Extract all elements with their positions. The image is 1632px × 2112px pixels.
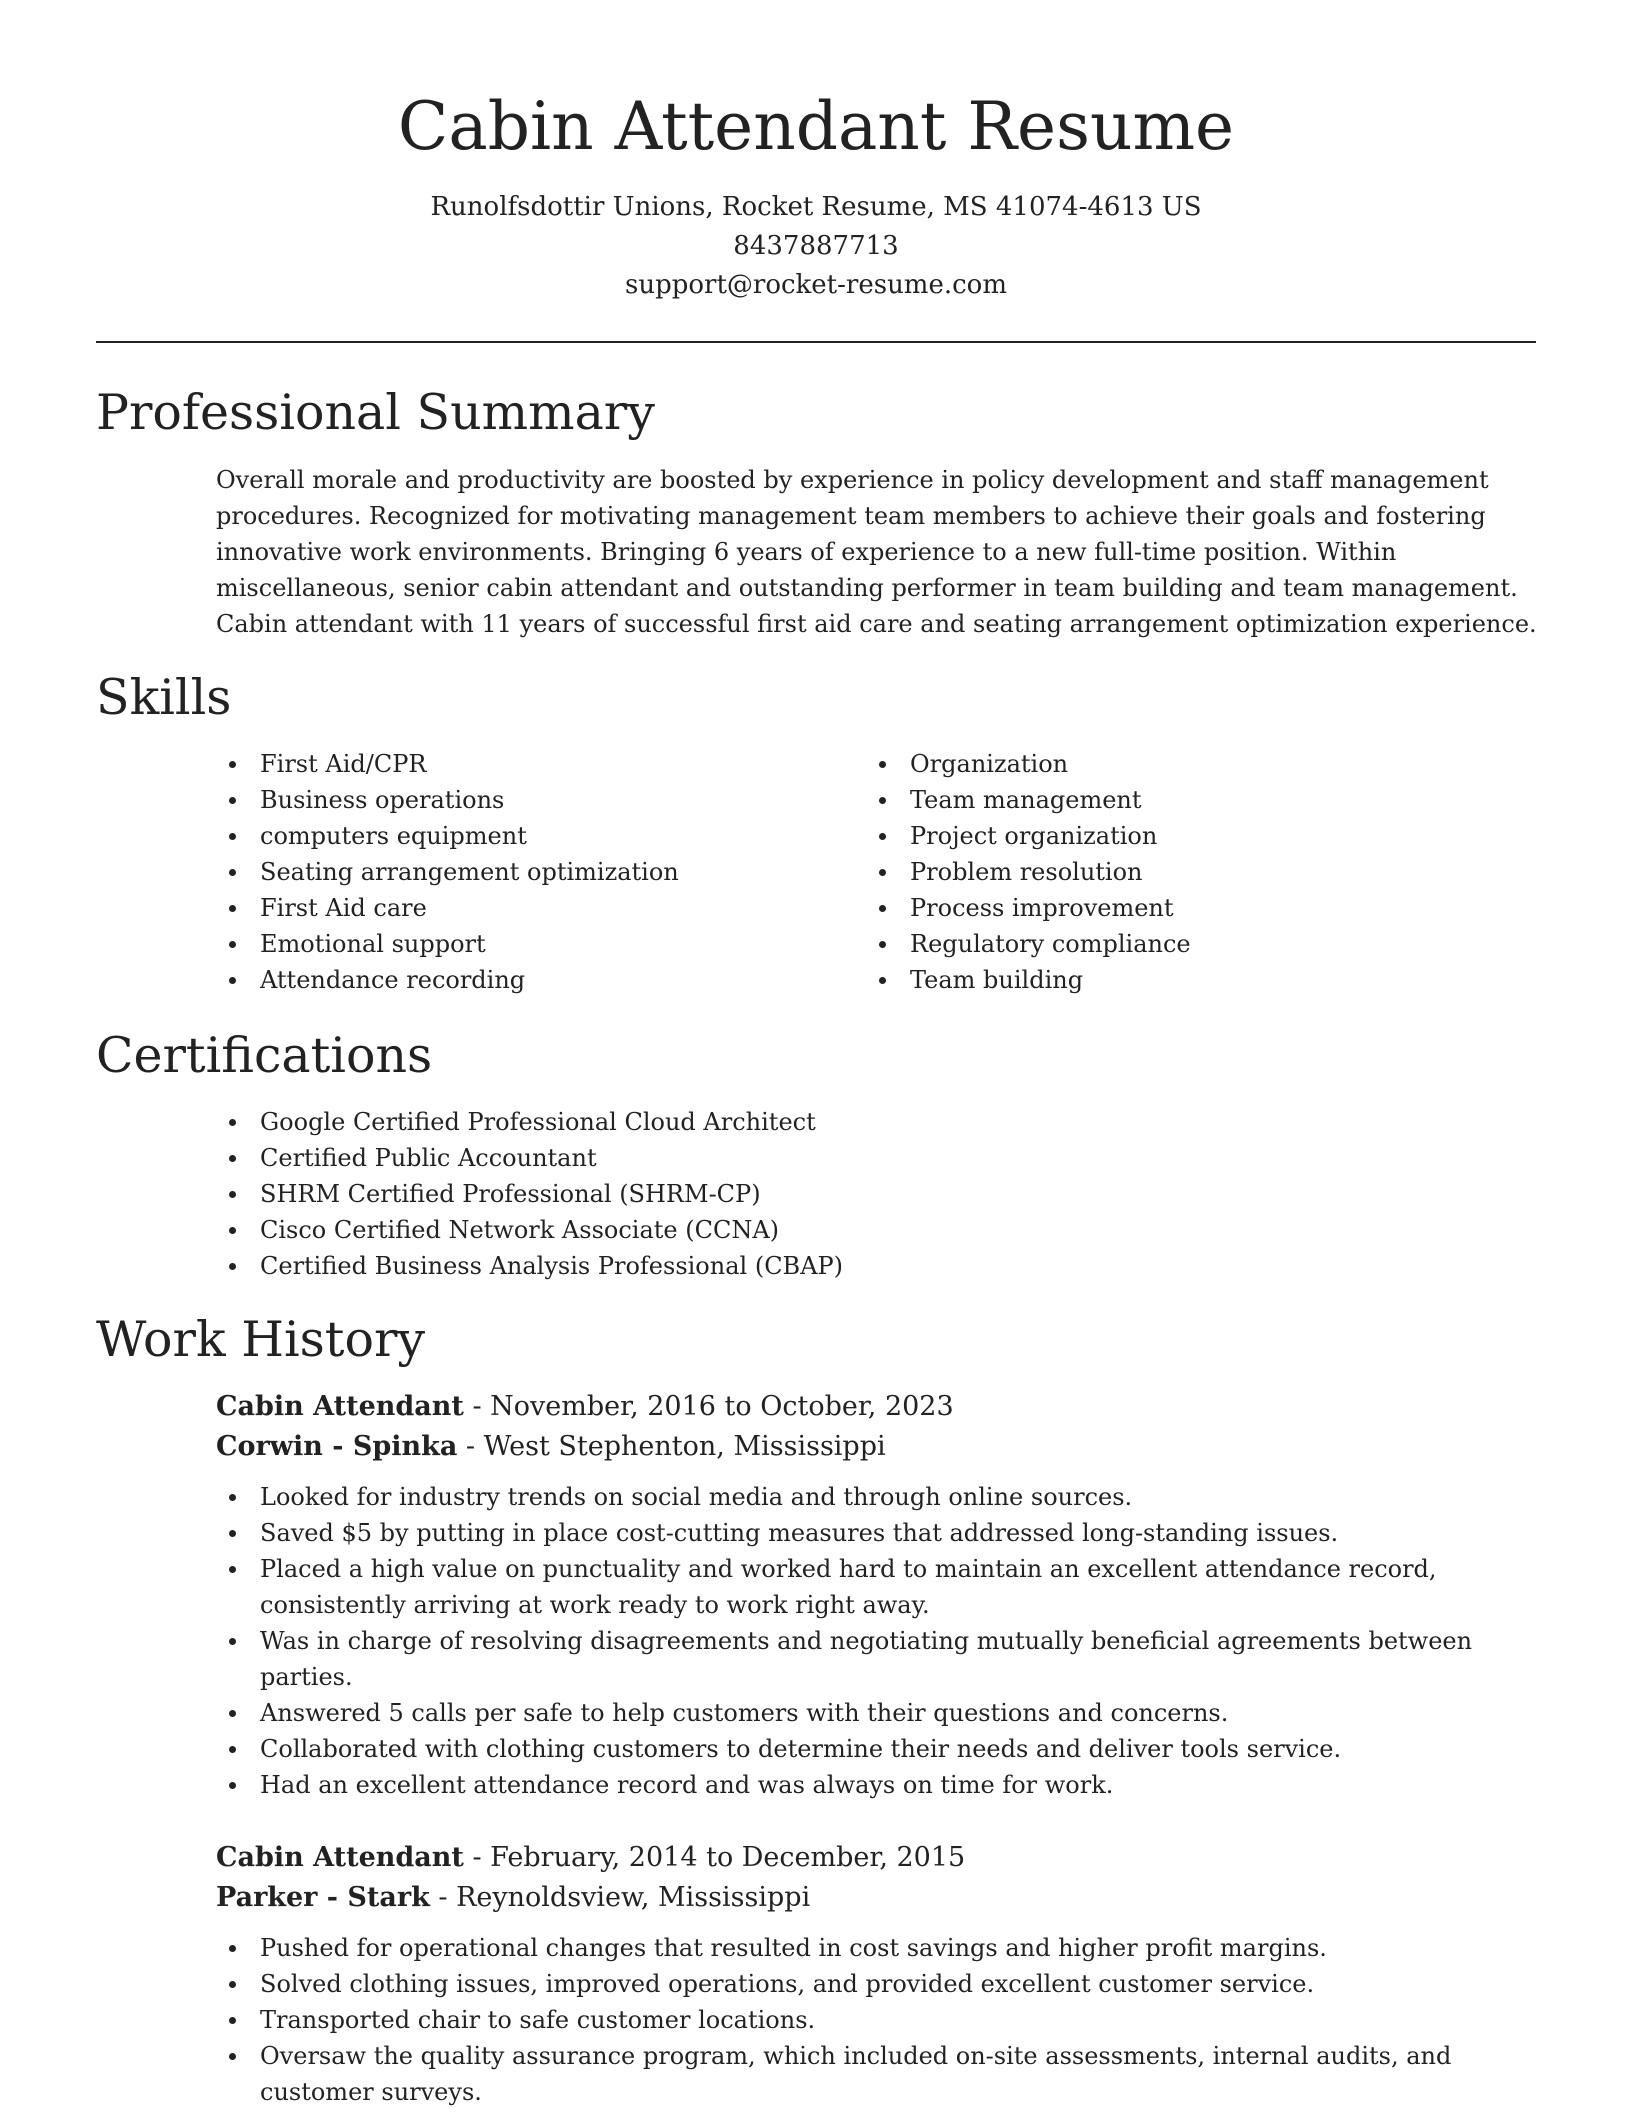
skills-list-left bbox=[216, 746, 816, 998]
skill-item: Team management bbox=[866, 782, 1466, 818]
skill-item: Team building bbox=[866, 962, 1466, 998]
summary-line: Overall morale and productivity are boosted by experience in policy development and staff management bbox=[216, 466, 1489, 494]
email-address: support@rocket-resume.com bbox=[624, 270, 1007, 300]
summary-heading: Professional Summary bbox=[96, 384, 655, 441]
address: Runolfsdottir Unions, Rocket Resume, MS 41074-4613 US bbox=[430, 192, 1202, 222]
job-bullet: Looked for industry trends on social media and through online sources. bbox=[216, 1479, 1546, 1515]
certification-item: SHRM Certified Professional (SHRM-CP) bbox=[216, 1176, 1216, 1212]
skill-item: Process improvement bbox=[866, 890, 1466, 926]
job-bullets bbox=[216, 1479, 1546, 1803]
job-company-line bbox=[216, 1878, 1546, 1918]
job-title-line bbox=[216, 1838, 1546, 1878]
certification-item: Certified Public Accountant bbox=[216, 1140, 1216, 1176]
job-bullet: Was in charge of resolving disagreements and negotiating mutually beneficial agreements between parties. bbox=[216, 1623, 1546, 1695]
skill-item: First Aid/CPR bbox=[216, 746, 816, 782]
work-history-heading: Work History bbox=[96, 1311, 426, 1368]
skills-heading: Skills bbox=[96, 669, 232, 726]
job-bullet: Collaborated with clothing customers to determine their needs and deliver tools service. bbox=[216, 1731, 1546, 1767]
job-bullet: Answered 5 calls per safe to help customers with their questions and concerns. bbox=[216, 1695, 1546, 1731]
contact-info bbox=[96, 188, 1536, 305]
certification-item: Certified Business Analysis Professional (CBAP) bbox=[216, 1248, 1216, 1284]
job-bullet: Oversaw the quality assurance program, which included on-site assessments, internal audits, and customer surveys. bbox=[216, 2038, 1546, 2110]
job-company: Corwin - Spinka bbox=[216, 1431, 458, 1462]
summary-line: innovative work environments. Bringing 6 years of experience to a new full-time position. Within bbox=[216, 538, 1397, 566]
job-bullet: Solved clothing issues, improved operations, and provided excellent customer service. bbox=[216, 1966, 1546, 2002]
job-bullet: Pushed for operational changes that resulted in cost savings and higher profit margins. bbox=[216, 1930, 1546, 1966]
page-title: Cabin Attendant Resume bbox=[397, 88, 1235, 165]
resume-header bbox=[96, 84, 1536, 305]
job-bullet: Transported chair to safe customer locations. bbox=[216, 2002, 1546, 2038]
skill-item: First Aid care bbox=[216, 890, 816, 926]
job-location: - Reynoldsview, Mississippi bbox=[429, 1882, 811, 1913]
skill-item: Problem resolution bbox=[866, 854, 1466, 890]
job-bullet: Placed a high value on punctuality and worked hard to maintain an excellent attendance record, consistently arriving at work ready to work right away. bbox=[216, 1551, 1546, 1623]
job-bullet: Saved $5 by putting in place cost-cutting measures that addressed long-standing issues. bbox=[216, 1515, 1546, 1551]
job-bullets bbox=[216, 1930, 1546, 2110]
phone-number: 8437887713 bbox=[733, 231, 899, 261]
certifications-list bbox=[216, 1104, 1216, 1284]
skill-item: computers equipment bbox=[216, 818, 816, 854]
job-dates: - November, 2016 to October, 2023 bbox=[463, 1391, 954, 1422]
job-entry bbox=[216, 1387, 1546, 1803]
skill-item: Emotional support bbox=[216, 926, 816, 962]
skill-item: Project organization bbox=[866, 818, 1466, 854]
skill-item: Regulatory compliance bbox=[866, 926, 1466, 962]
skill-item: Attendance recording bbox=[216, 962, 816, 998]
job-title-line bbox=[216, 1387, 1546, 1427]
certification-item: Cisco Certified Network Associate (CCNA) bbox=[216, 1212, 1216, 1248]
job-location: - West Stephenton, Mississippi bbox=[457, 1431, 886, 1462]
summary-line: Cabin attendant with 11 years of successful first aid care and seating arrangement optimization experience. bbox=[216, 610, 1537, 638]
certifications-heading: Certifications bbox=[96, 1027, 433, 1084]
job-entry bbox=[216, 1838, 1546, 2110]
skill-item: Seating arrangement optimization bbox=[216, 854, 816, 890]
summary-line: miscellaneous, senior cabin attendant and outstanding performer in team building and team management. bbox=[216, 574, 1518, 602]
job-company: Parker - Stark bbox=[216, 1882, 430, 1913]
summary-text bbox=[216, 462, 1546, 642]
summary-line: procedures. Recognized for motivating management team members to achieve their goals and fostering bbox=[216, 502, 1486, 530]
header-divider bbox=[96, 341, 1536, 343]
job-role: Cabin Attendant bbox=[216, 1391, 464, 1422]
job-dates: - February, 2014 to December, 2015 bbox=[463, 1842, 966, 1873]
skills-list-right bbox=[866, 746, 1466, 998]
skill-item: Organization bbox=[866, 746, 1466, 782]
job-company-line bbox=[216, 1427, 1546, 1467]
certification-item: Google Certified Professional Cloud Architect bbox=[216, 1104, 1216, 1140]
skill-item: Business operations bbox=[216, 782, 816, 818]
job-bullet: Had an excellent attendance record and was always on time for work. bbox=[216, 1767, 1546, 1803]
job-role: Cabin Attendant bbox=[216, 1842, 464, 1873]
